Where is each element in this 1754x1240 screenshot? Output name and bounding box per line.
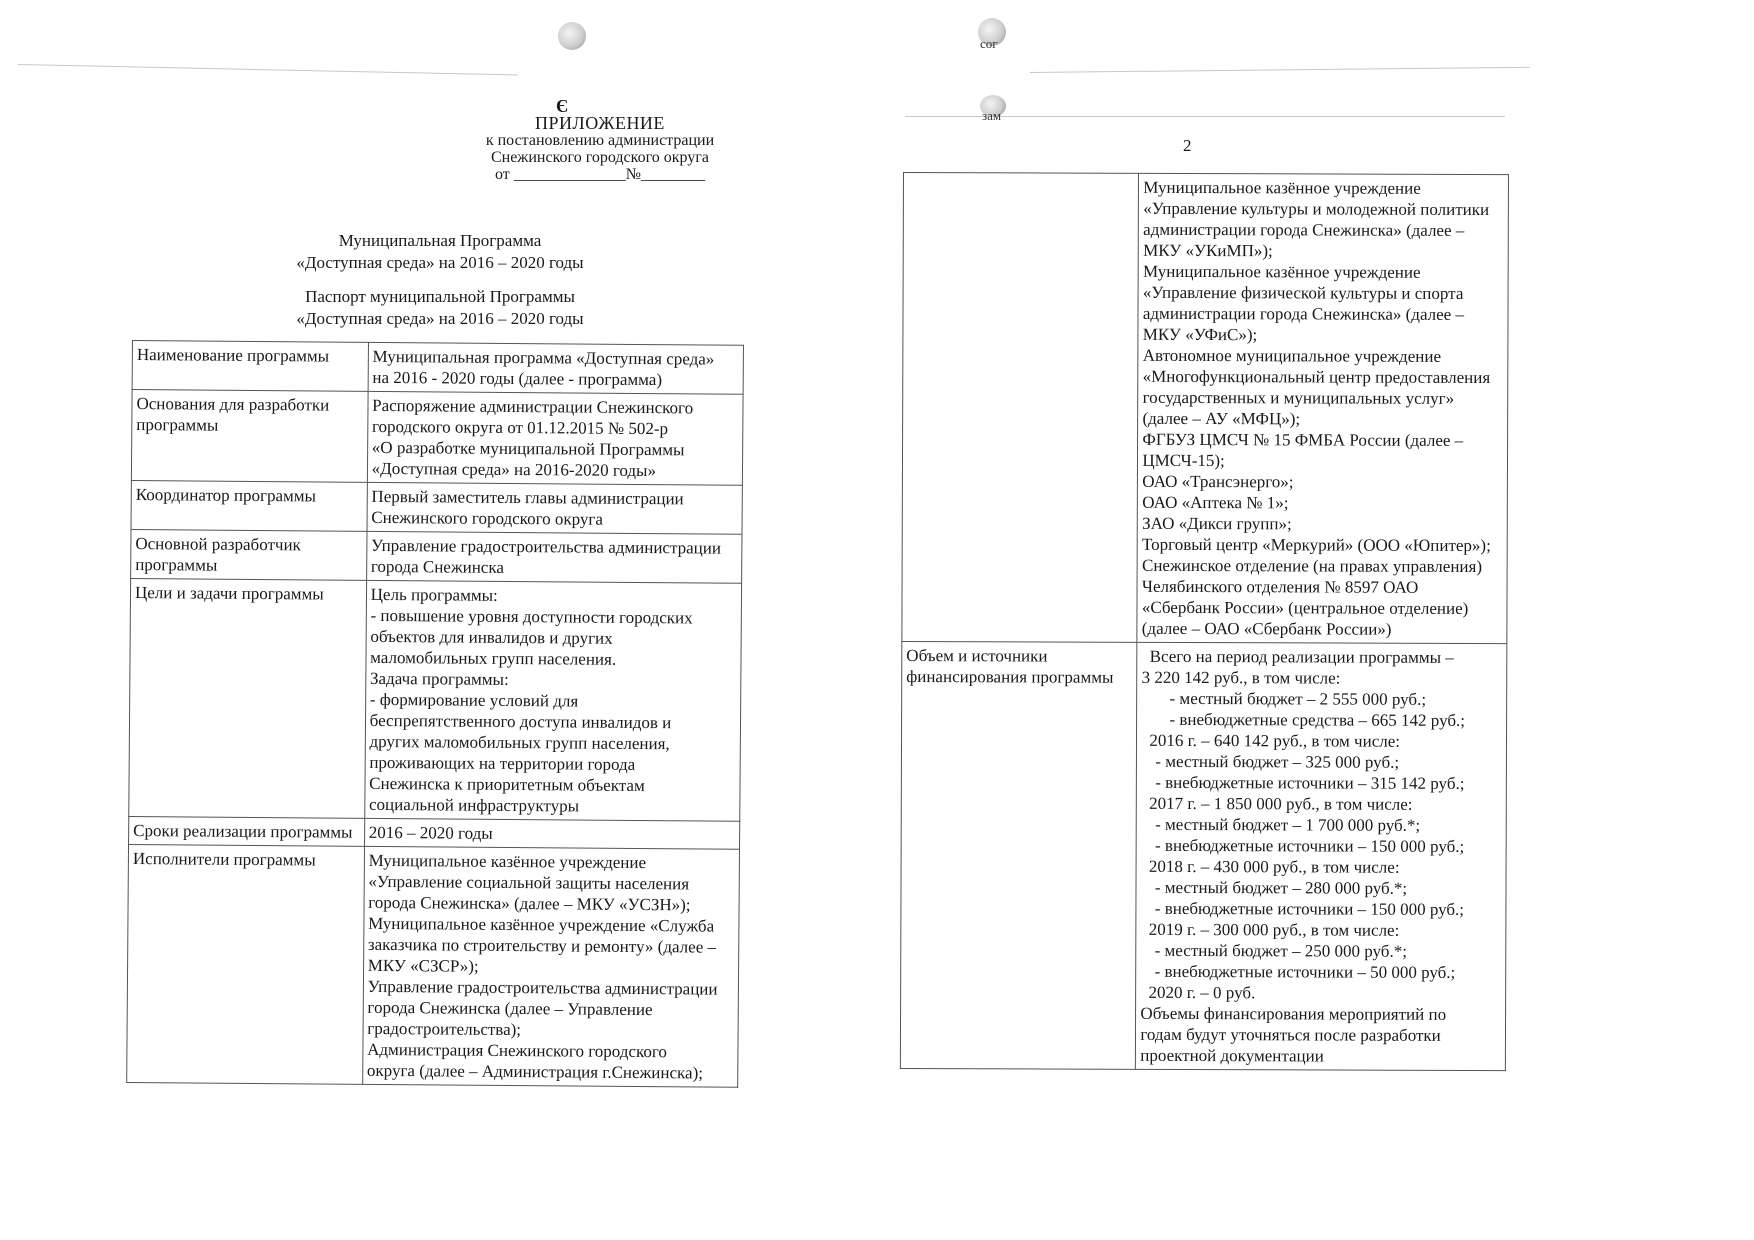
label-line: программы	[136, 415, 219, 435]
value-line: на 2016 - 2020 годы (далее - программа)	[372, 367, 663, 390]
value-line: Муниципальное казённое учреждение	[1143, 177, 1421, 198]
passport-row	[131, 480, 742, 534]
cut-text-fragment-mid: зам	[982, 108, 1002, 123]
appendix-line-2: Снежинского городского округа	[490, 149, 710, 166]
row-label	[131, 390, 367, 483]
value-line: - местный бюджет – 1 700 000 руб.*;	[1155, 814, 1421, 835]
value-line: Распоряжение администрации Снежинского	[372, 395, 694, 418]
value-line: 3 220 142 руб., в том числе:	[1141, 667, 1341, 688]
value-line: маломобильных групп населения.	[370, 647, 617, 669]
value-line: градостроительства);	[367, 1018, 522, 1040]
value-line: администрации города Снежинска» (далее –	[1143, 219, 1465, 240]
value-line: Первый заместитель главы администрации	[371, 486, 684, 509]
row-label	[902, 173, 1139, 643]
label-line	[908, 176, 1134, 177]
row-value	[364, 818, 740, 849]
label-line: Исполнители программы	[132, 849, 316, 870]
cut-text-fragment-top: сог	[980, 36, 998, 51]
value-line: ЗАО «Дикси групп»;	[1142, 513, 1292, 534]
value-line: Снежинска к приоритетным объектам	[369, 773, 645, 796]
row-value	[1137, 173, 1508, 643]
value-line: проживающих на территории города	[369, 752, 636, 774]
row-value	[367, 482, 743, 534]
value-line: Муниципальная программа «Доступная среда»	[372, 346, 715, 369]
value-line: «Управление социальной защиты населения	[368, 871, 690, 894]
value-line: «Многофункциональный центр предоставления	[1142, 366, 1491, 388]
value-line: - местный бюджет – 280 000 руб.*;	[1154, 877, 1408, 898]
value-line: Администрация Снежинского городского	[367, 1039, 668, 1062]
value-line: Снежинское отделение (на правах управления)	[1141, 555, 1483, 577]
value-line: Муниципальное казённое учреждение	[368, 850, 647, 873]
passport-row	[131, 390, 743, 486]
row-value	[366, 531, 742, 583]
value-line: - повышение уровня доступности городских	[370, 605, 693, 628]
row-label	[900, 641, 1137, 1069]
value-line: «Доступная среда» на 2016-2020 годы»	[371, 458, 657, 481]
value-line: - внебюджетные средства – 665 142 руб.;	[1169, 709, 1466, 730]
value-line: - внебюджетные источники – 150 000 руб.;	[1154, 898, 1465, 919]
value-line: Муниципальное казённое учреждение «Служба	[368, 913, 715, 936]
value-line: - формирование условий для	[369, 689, 579, 711]
value-line: «Управление физической культуры и спорта	[1142, 282, 1464, 303]
value-line: беспрепятственного доступа инвалидов и	[369, 710, 672, 733]
value-line: города Снежинска	[370, 556, 505, 577]
punch-hole-left	[558, 22, 586, 50]
value-line: Автономное муниципальное учреждение	[1142, 345, 1442, 366]
passport-row	[132, 341, 743, 395]
value-line: МКУ «УКиМП»);	[1143, 240, 1273, 261]
row-value	[368, 342, 744, 394]
label-line: Наименование программы	[136, 345, 330, 366]
row-label	[131, 529, 367, 580]
label-line: Цели и задачи программы	[134, 583, 324, 604]
passport-title	[260, 286, 620, 330]
value-line: округа (далее – Администрация г.Снежинска);	[366, 1060, 704, 1083]
value-line: 2016 г. – 640 142 руб., в том числе:	[1149, 730, 1401, 751]
value-line: объектов для инвалидов и других	[370, 626, 613, 648]
scan-edge-line	[1030, 67, 1530, 73]
program-title	[260, 230, 620, 274]
label-line: Основной разработчик	[135, 534, 301, 555]
value-line: (далее – АУ «МФЦ»);	[1142, 408, 1301, 429]
value-line: проектной документации	[1140, 1045, 1324, 1066]
value-line: 2019 г. – 300 000 руб., в том числе:	[1148, 919, 1400, 940]
label-line: Сроки реализации программы	[133, 821, 353, 842]
passport-table-right	[900, 172, 1509, 1071]
value-line: Снежинского городского округа	[371, 507, 604, 529]
passport-title-line-2: «Доступная среда» на 2016 – 2020 годы	[296, 309, 584, 328]
label-line: Объем и источники	[906, 646, 1048, 666]
label-line: финансирования программы	[906, 667, 1114, 687]
value-line: - местный бюджет – 250 000 руб.*;	[1154, 940, 1407, 961]
row-label	[129, 578, 367, 818]
value-line: заказчика по строительству и ремонту» (далее –	[367, 934, 717, 957]
passport-row	[127, 844, 740, 1087]
value-line: государственных и муниципальных услуг»	[1142, 387, 1455, 408]
value-line: города Снежинска (далее – Управление	[367, 997, 653, 1020]
value-line: - внебюджетные источники – 315 142 руб.;	[1155, 772, 1465, 793]
row-label	[132, 341, 368, 392]
appendix-line-3: от ______________№________	[494, 166, 706, 183]
label-line: Координатор программы	[135, 485, 317, 506]
value-line: ФГБУЗ ЦМСЧ № 15 ФМБА России (далее –	[1142, 429, 1464, 450]
value-line: Задача программы:	[369, 668, 509, 689]
value-line: 2018 г. – 430 000 руб., в том числе:	[1148, 856, 1400, 877]
value-line: Объемы финансирования мероприятий по	[1140, 1003, 1447, 1024]
label-line: программы	[135, 555, 218, 575]
appendix-title: ПРИЛОЖЕНИЕ	[535, 113, 665, 133]
value-line: Всего на период реализации программы –	[1149, 646, 1454, 667]
value-line: (далее – ОАО «Сбербанк России»)	[1141, 618, 1392, 639]
value-line: ЦМСЧ-15);	[1142, 450, 1225, 471]
value-line: городского округа от 01.12.2015 № 502-р	[371, 416, 669, 439]
value-line: «Сбербанк России» (центральное отделение)	[1141, 597, 1469, 618]
value-line: годам будут уточняться после разработки	[1140, 1024, 1441, 1045]
header-mark: Є	[556, 96, 569, 116]
row-value	[367, 391, 743, 485]
value-line: 2020 г. – 0 руб.	[1148, 982, 1256, 1003]
row-value	[1136, 642, 1507, 1070]
appendix-header	[470, 98, 730, 183]
row-label	[129, 816, 365, 846]
value-line: Муниципальное казённое учреждение	[1142, 261, 1421, 282]
value-line: администрации города Снежинска» (далее –	[1142, 303, 1465, 324]
passport-row	[131, 529, 742, 583]
passport-row	[129, 578, 742, 821]
value-line: «Управление культуры и молодежной политики	[1143, 198, 1490, 220]
row-value	[362, 846, 739, 1087]
value-line: ОАО «Аптека № 1»;	[1142, 492, 1289, 513]
label-line: Основания для разработки	[136, 394, 330, 415]
row-value	[364, 580, 741, 821]
value-line: 2016 – 2020 годы	[368, 822, 493, 843]
value-line: «О разработке муниципальной Программы	[371, 437, 685, 460]
program-title-line-2: «Доступная среда» на 2016 – 2020 годы	[296, 253, 584, 272]
passport-row	[902, 173, 1509, 644]
value-line: - местный бюджет – 325 000 руб.;	[1155, 751, 1400, 772]
passport-row	[900, 641, 1506, 1070]
value-line: Цель программы:	[370, 584, 498, 605]
scan-edge-line	[18, 64, 518, 75]
value-line: других маломобильных групп населения,	[369, 731, 670, 754]
row-label	[127, 844, 365, 1084]
value-line: - местный бюджет – 2 555 000 руб.;	[1169, 688, 1427, 709]
value-line: Управление градостроительства администрации	[371, 535, 722, 558]
value-line: Челябинского отделения № 8597 ОАО	[1141, 576, 1419, 597]
value-line: - внебюджетные источники – 50 000 руб.;	[1154, 961, 1456, 982]
value-line: МКУ «СЗСР»);	[367, 955, 479, 976]
value-line: МКУ «УФиС»);	[1142, 324, 1258, 345]
value-line: ОАО «Трансэнерго»;	[1142, 471, 1294, 492]
value-line: 2017 г. – 1 850 000 руб., в том числе:	[1149, 793, 1413, 814]
appendix-line-1: к постановлению администрации	[485, 132, 715, 149]
value-line: социальной инфраструктуры	[368, 794, 580, 816]
value-line: города Снежинска» (далее – МКУ «УСЗН»);	[368, 892, 691, 915]
value-line: - внебюджетные источники – 150 000 руб.;	[1154, 835, 1465, 856]
value-line: Торговый центр «Меркурий» (ООО «Юпитер»);	[1142, 534, 1491, 556]
page-number: 2	[1183, 136, 1192, 155]
value-line: Управление градостроительства администрации	[367, 976, 718, 999]
passport-table-left	[126, 340, 744, 1088]
passport-title-line-1: Паспорт муниципальной Программы	[305, 287, 575, 306]
row-label	[131, 480, 367, 531]
program-title-line-1: Муниципальная Программа	[338, 231, 542, 250]
